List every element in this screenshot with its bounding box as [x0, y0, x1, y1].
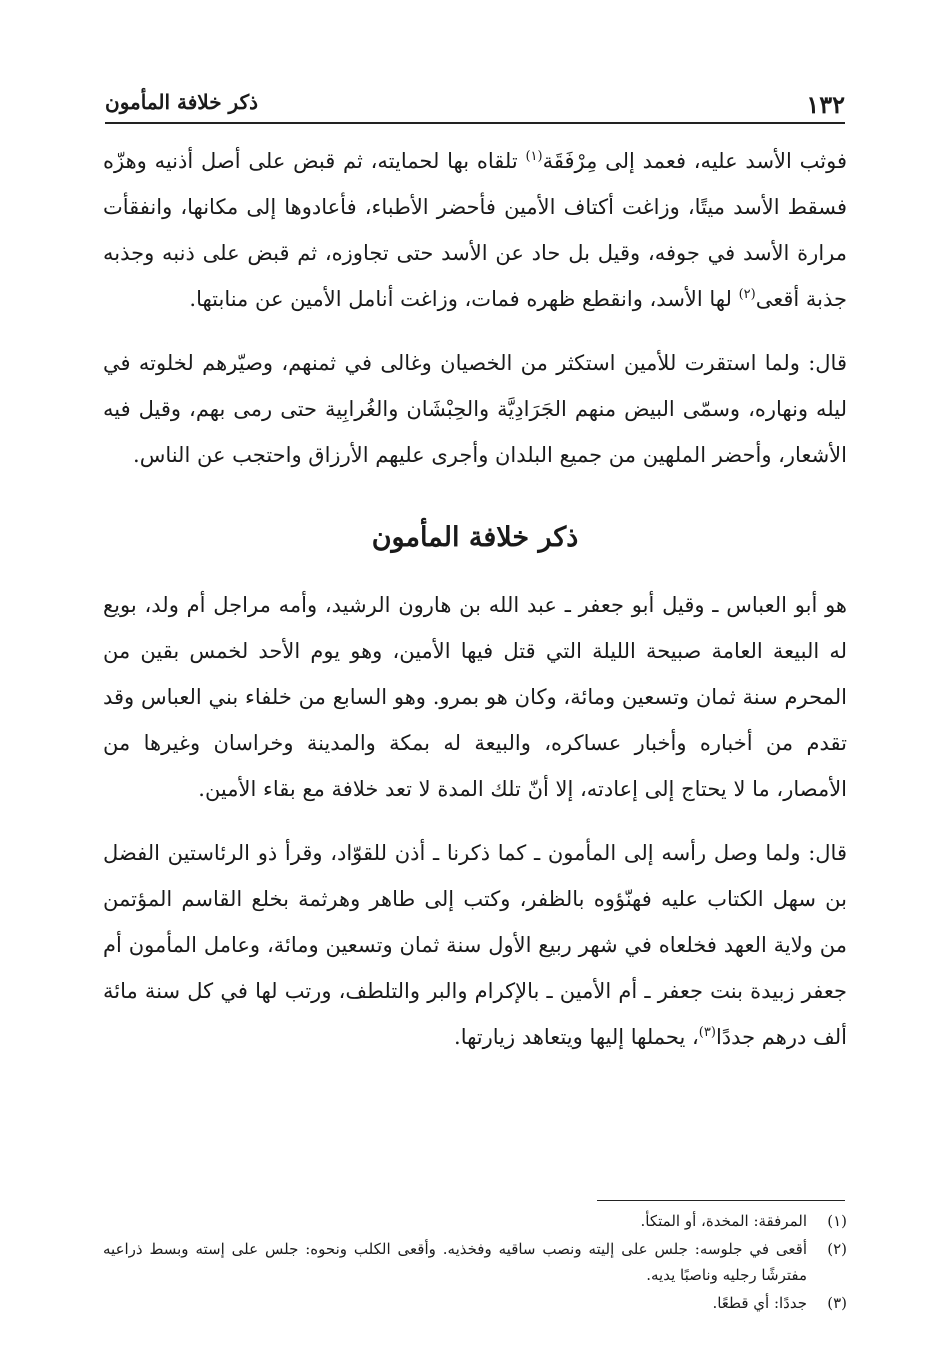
paragraph-2: قال: ولما استقرت للأمين استكثر من الخصيان وغالى في ثمنهم، وصيّرهم لخلوته في ليله ونهاره، وسمّى البيض منهم الجَرَادِيَّة والحِبْشَان والغُرابِية حتى رمى بهم، وقيل فيه الأشعار، وأحضر الملهين من جميع البلدان وأجرى عليهم الأرزاق واحتجب عن الناس.	[103, 351, 847, 467]
paragraph-4	[103, 830, 847, 1060]
section-heading: ذكر خلافة المأمون	[371, 522, 579, 553]
paragraph-3: هو أبو العباس ـ وقيل أبو جعفر ـ عبد الله بن هارون الرشيد، وأمه مراجل أم ولد، بويع له البيعة العامة صبيحة الليلة التي قتل فيها الأمين، وهو يوم الأحد لخمس بقين من المحرم سنة ثمان وتسعين ومائة، وكان هو بمرو. وهو السابع من خلفاء بني العباس وقد تقدم من أخباره وأخبار عساكره، والبيعة له بمكة والمدينة وخراسان وغيرها من الأمصار، ما لا يحتاج إلى إعادته، إلا أنّ تلك المدة لا تعد خلافة مع بقاء الأمين.	[103, 593, 847, 801]
footnote-number: (٣)	[827, 1294, 847, 1312]
paragraph-1-part-b: تلقاه بها لحمايته، ثم قبض على أصل أذنيه وهزّه فسقط الأسد ميتًا، وزاغت أكتاف الأمين فأحضر الأطباء، فأعادوها إلى مكانها، وانفقأت مرارة الأسد في جوفه، وقيل بل حاد عن الأسد حتى تجاوزه، ثم قبض على ذنبه وجذبه جذبة أقعى	[103, 149, 847, 311]
footnote-divider	[597, 1200, 845, 1201]
main-text	[103, 138, 847, 1060]
footnote	[103, 1208, 847, 1234]
footnote	[103, 1290, 847, 1316]
footnote-text: المرفقة: المخدة، أو المتكأ.	[640, 1212, 807, 1230]
footnote-text: أقعى في جلوسه: جلس على إليته ونصب ساقيه وفخذيه. وأقعى الكلب ونحوه: جلس على إسته وبسط ذراعيه مفترشًا رجليه وناصبًا يديه.	[103, 1240, 807, 1284]
page-number: ١٣٢	[806, 90, 845, 119]
footnote-ref-1: (١)	[525, 149, 543, 164]
footnote-text: جددًا: أي قطعًا.	[712, 1294, 807, 1312]
running-title: ذكر خلافة المأمون	[105, 90, 259, 114]
paragraph-1	[103, 138, 847, 322]
paragraph-1-part-c: لها الأسد، وانقطع ظهره فمات، وزاغت أنامل الأمين عن منابتها.	[189, 287, 739, 311]
footnote-ref-3: (٣)	[698, 1025, 716, 1040]
footnote-number: (١)	[827, 1212, 847, 1230]
footnote-ref-2: (٢)	[738, 287, 756, 302]
paragraph-1-part-a: فوثب الأسد عليه، فعمد إلى مِرْفَقَة	[542, 149, 847, 173]
footnotes	[103, 1208, 847, 1318]
paragraph-4-part-a: قال: ولما وصل رأسه إلى المأمون ـ كما ذكرنا ـ أذن للقوّاد، وقرأ ذو الرئاستين الفضل بن سهل الكتاب عليه فهنّؤوه بالظفر، وكتب إلى طاهر وهرثمة بخلع القاسم المؤتمن من ولاية العهد فخلعاه في شهر ربيع الأول سنة ثمان وتسعين ومائة، وعامل المأمون أم جعفر زبيدة بنت جعفر ـ أم الأمين ـ بالإكرام والبر والتلطف، ورتب لها في كل سنة مائة ألف درهم جددًا	[103, 841, 847, 1049]
footnote-number: (٢)	[827, 1240, 847, 1258]
footnote	[103, 1236, 847, 1288]
page-header	[105, 88, 845, 124]
paragraph-4-part-b: ، يحملها إليها ويتعاهد زيارتها.	[454, 1025, 699, 1049]
